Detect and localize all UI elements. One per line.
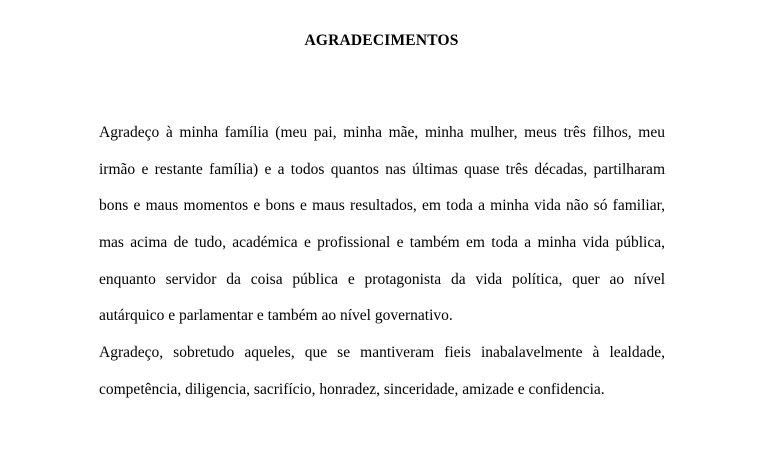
- text-line: mas acima de tudo, académica e profissional e também em toda a minha vida pública,: [99, 234, 665, 252]
- paragraph-acknowledgements-family: [99, 115, 665, 335]
- text-line: bons e maus momentos e bons e maus resultados, em toda a minha vida não só familiar,: [99, 197, 665, 215]
- paragraph-acknowledgements-loyalty: [99, 335, 665, 408]
- text-line: Agradeço, sobretudo aqueles, que se mantiveram fieis inabalavelmente à lealdade,: [99, 344, 665, 361]
- page-title: AGRADECIMENTOS: [304, 32, 459, 49]
- text-line: competência, diligencia, sacrifício, honradez, sinceridade, amizade e confidencia.: [99, 380, 605, 398]
- text-line: enquanto servidor da coisa pública e protagonista da vida política, quer ao nível: [99, 270, 665, 288]
- text-line: Agradeço à minha família (meu pai, minha mãe, minha mulher, meus três filhos, meu: [99, 124, 665, 141]
- text-line: autárquico e parlamentar e também ao nível governativo.: [99, 307, 453, 325]
- text-line: irmão e restante família) e a todos quantos nas últimas quase três décadas, partilharam: [99, 160, 665, 178]
